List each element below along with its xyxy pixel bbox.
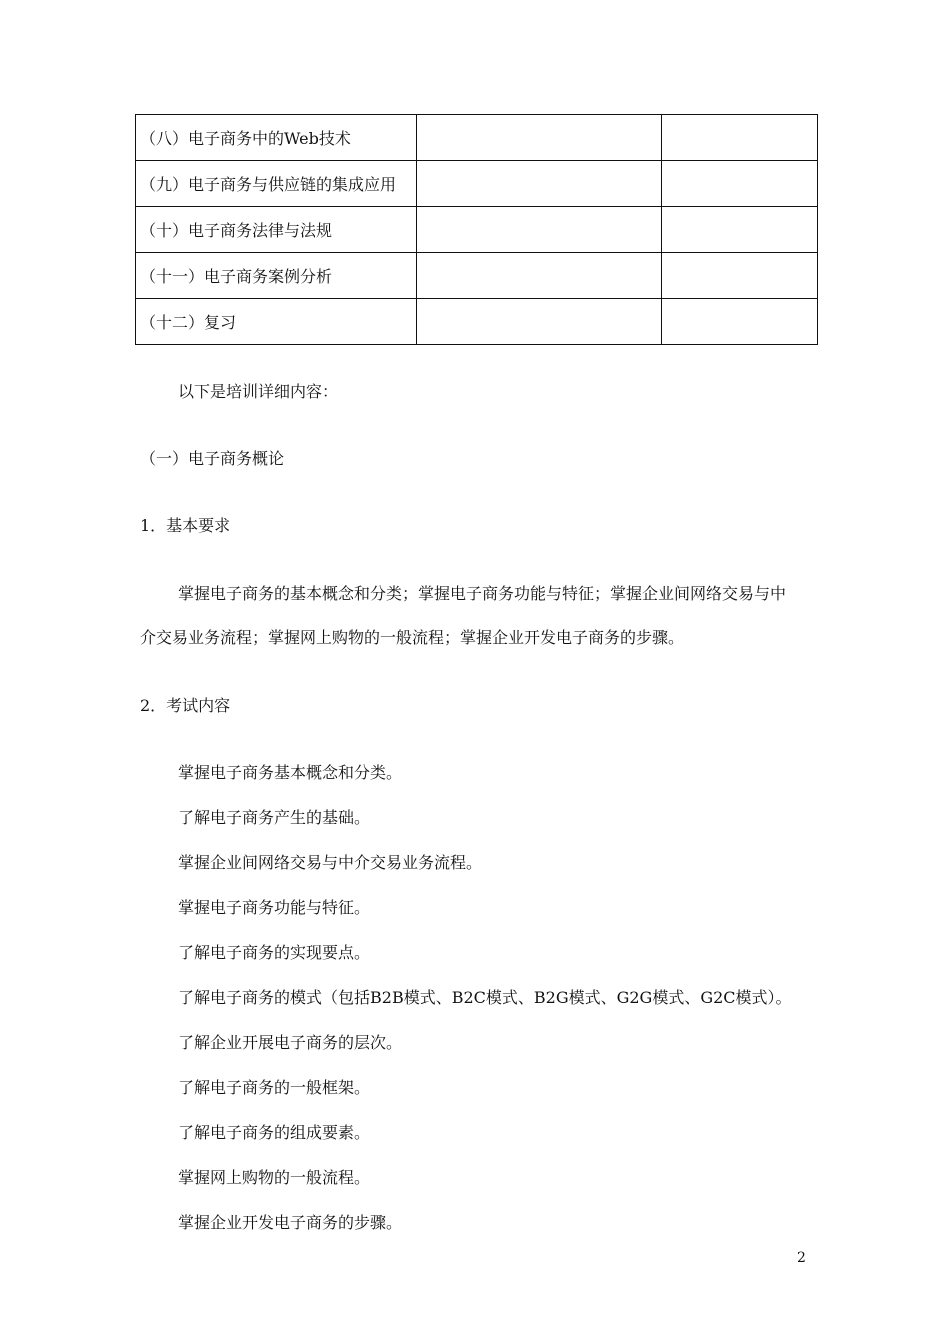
exam-item: 掌握电子商务基本概念和分类。 <box>178 763 403 782</box>
basic-req-heading: 1．基本要求 <box>140 516 231 535</box>
exam-item: 掌握企业开发电子商务的步骤。 <box>178 1213 403 1232</box>
empty-cell <box>417 161 662 207</box>
basic-req-paragraph-line1: 掌握电子商务的基本概念和分类；掌握电子商务功能与特征；掌握企业间网络交易与中 <box>178 584 787 603</box>
basic-req-paragraph-line2: 介交易业务流程；掌握网上购物的一般流程；掌握企业开发电子商务的步骤。 <box>140 628 685 647</box>
empty-cell <box>662 207 818 253</box>
empty-cell <box>417 299 662 345</box>
empty-cell <box>662 115 818 161</box>
topic-cell: （十）电子商务法律与法规 <box>136 207 417 253</box>
exam-item: 了解电子商务的模式（包括B2B模式、B2C模式、B2G模式、G2G模式、G2C模式）。 <box>178 988 792 1007</box>
exam-item: 了解电子商务的组成要素。 <box>178 1123 371 1142</box>
intro-text: 以下是培训详细内容： <box>178 382 339 401</box>
table-row <box>136 115 818 161</box>
empty-cell <box>662 253 818 299</box>
exam-item: 了解电子商务产生的基础。 <box>178 808 371 827</box>
exam-item: 掌握电子商务功能与特征。 <box>178 898 371 917</box>
empty-cell <box>662 299 818 345</box>
empty-cell <box>417 207 662 253</box>
table-row <box>136 299 818 345</box>
page-number: 2 <box>797 1250 806 1266</box>
topic-cell: （十一）电子商务案例分析 <box>136 253 417 299</box>
exam-item: 掌握网上购物的一般流程。 <box>178 1168 371 1187</box>
empty-cell <box>417 253 662 299</box>
topic-cell: （八）电子商务中的Web技术 <box>136 115 417 161</box>
table-row <box>136 253 818 299</box>
section-title: （一）电子商务概论 <box>140 449 285 468</box>
empty-cell <box>662 161 818 207</box>
exam-heading: 2．考试内容 <box>140 696 231 715</box>
exam-item: 了解企业开展电子商务的层次。 <box>178 1033 403 1052</box>
syllabus-table <box>135 114 818 345</box>
topic-cell: （九）电子商务与供应链的集成应用 <box>136 161 417 207</box>
table-row <box>136 207 818 253</box>
exam-item: 了解电子商务的实现要点。 <box>178 943 371 962</box>
table-row <box>136 161 818 207</box>
exam-item: 了解电子商务的一般框架。 <box>178 1078 371 1097</box>
exam-item: 掌握企业间网络交易与中介交易业务流程。 <box>178 853 483 872</box>
topic-cell: （十二）复习 <box>136 299 417 345</box>
empty-cell <box>417 115 662 161</box>
